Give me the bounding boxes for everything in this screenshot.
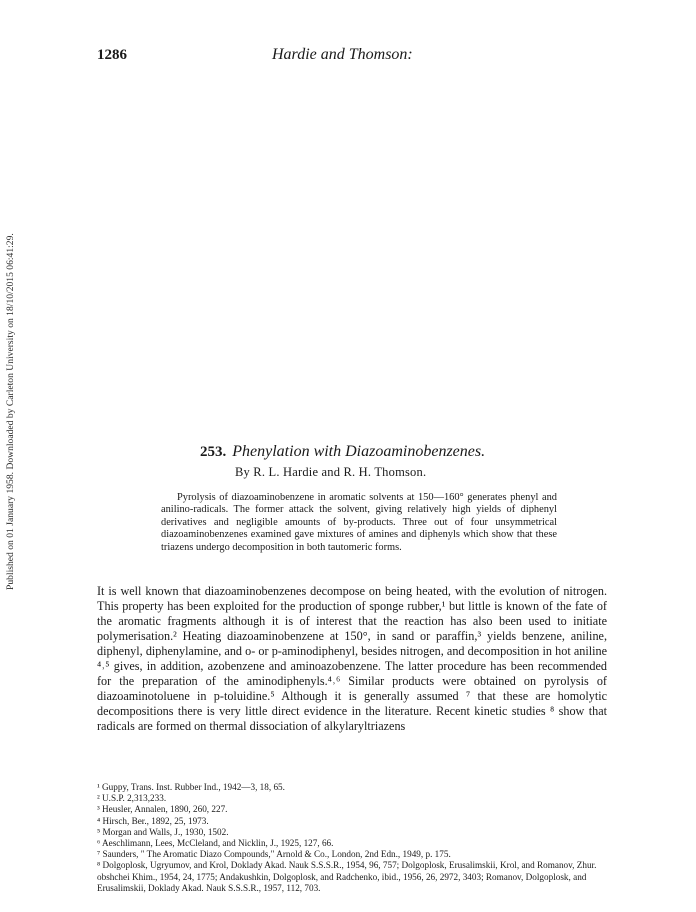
footnote-1: ¹ Guppy, Trans. Inst. Rubber Ind., 1942—3, 18, 65.	[97, 782, 285, 792]
footnote-2: ² U.S.P. 2,313,233.	[97, 793, 167, 804]
footnote-7: ⁷ Saunders, " The Aromatic Diazo Compounds," Arnold & Co., London, 2nd Edn., 1949, p. 175.	[97, 849, 451, 860]
download-notice-text: Published on 01 January 1958. Downloaded by Carleton University on 18/10/2015 06:41:29.	[5, 233, 16, 590]
download-notice	[3, 160, 17, 590]
article-title	[200, 443, 485, 461]
page-number: 1286	[97, 47, 127, 63]
footnotes	[97, 782, 607, 894]
footnote-3: ³ Heusler, Annalen, 1890, 260, 227.	[97, 804, 228, 815]
abstract	[161, 492, 557, 554]
article-number: 253.	[200, 444, 227, 460]
footnote-6: ⁶ Aeschlimann, Lees, McCleland, and Nicklin, J., 1925, 127, 66.	[97, 838, 334, 849]
abstract-text: Pyrolysis of diazoaminobenzene in aromatic solvents at 150—160° generates phenyl and anilino-radicals. The former attack the solvent, giving relatively high yields of diphenyl derivatives and negligible amounts of by-products. Three out of four unsymmetrical diazoaminobenzenes examined gave mixtures of amines and diphenyls which show that these triazens undergo decomposition in both tautomeric forms.	[161, 492, 557, 553]
article-authors: By R. L. Hardie and R. H. Thomson.	[235, 465, 427, 479]
body-paragraph: It is well known that diazoaminobenzenes decompose on being heated, with the evolution of nitrogen. This property has been exploited for the production of sponge rubber,¹ but little is known of the fate of the aromatic fragments although it is of interest that the reaction has also been used to initiate polymerisation.² Heating diazoaminobenzene at 150°, in sand or paraffin,³ yields benzene, aniline, diphenyl, diphenylamine, and o- or p-aminodiphenyl, besides nitrogen, and decomposition in hot aniline ⁴˒⁵ gives, in addition, azobenzene and aminoazobenzene. The latter procedure has been recommended for the preparation of the aminodiphenyls.⁴˒⁶ Similar products were obtained on pyrolysis of diazoaminotoluene in p-toluidine.⁵ Although it is generally assumed ⁷ that these are homolytic decompositions there is very little direct evidence in the literature. Recent kinetic studies ⁸ show that radicals are formed on thermal dissociation of alkylaryltriazens	[97, 584, 607, 733]
body-text	[97, 584, 607, 734]
footnote-8: ⁸ Dolgoplosk, Ugryumov, and Krol, Doklady Akad. Nauk S.S.S.R., 1954, 96, 757; Dolgoplosk, Erusalimskii, Krol, and Romanov, Zhur. obshchei Khim., 1954, 24, 1775; Andakushkin, Dolgoplosk, and Radchenko, ibid., 1956, 26, 2972, 3403; Romanov, Dolgoplosk, and Erusalimskii, Doklady Akad. Nauk S.S.S.R., 1957, 112, 703.	[97, 860, 597, 893]
footnote-5: ⁵ Morgan and Walls, J., 1930, 1502.	[97, 826, 229, 837]
article-title-text: Phenylation with Diazoaminobenzenes.	[232, 443, 486, 460]
footnote-4: ⁴ Hirsch, Ber., 1892, 25, 1973.	[97, 815, 209, 826]
running-title: Hardie and Thomson:	[272, 46, 413, 63]
